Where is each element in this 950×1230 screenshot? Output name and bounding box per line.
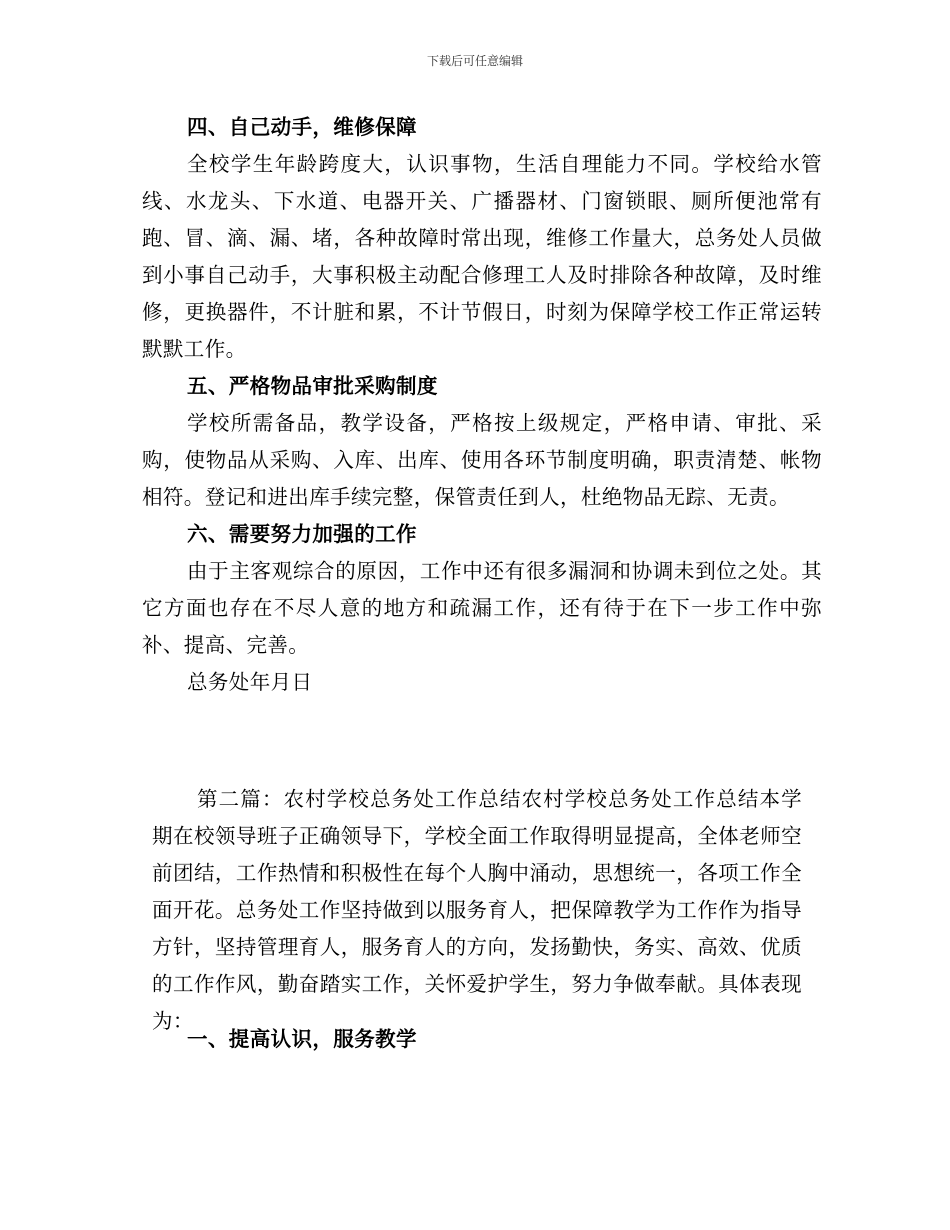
part-two-body <box>152 781 802 1040</box>
section-paragraph-6: 由于主客观综合的原因，工作中还有很多漏洞和协调未到位之处。其它方面也存在不尽人意的地方和疏漏工作，还有待于在下一步工作中弥补、提高、完善。 <box>142 559 822 657</box>
part-two-paragraph: 第二篇：农村学校总务处工作总结农村学校总务处工作总结本学期在校领导班子正确领导下，学校全面工作取得明显提高，全体老师空前团结，工作热情和积极性在每个人胸中涌动，思想统一，各项工作全面开花。总务处工作坚持做到以服务育人，把保障教学为工作作为指导方针，坚持管理育人，服务育人的方向，发扬勤快，务实、高效、优质的工作作风，勤奋踏实工作，关怀爱护学生，努力争做奉献。具体表现为： <box>152 787 802 1033</box>
section-heading-6: 六、需要努力加强的工作 <box>187 522 417 546</box>
section-heading-5: 五、严格物品审批采购制度 <box>187 374 438 398</box>
page-header: 下载后可任意编辑 <box>426 54 523 68</box>
section-heading-4: 四、自己动手，维修保障 <box>187 115 417 139</box>
part-two-heading: 一、提高认识，服务教学 <box>187 1027 417 1051</box>
section-paragraph-5: 学校所需备品，教学设备，严格按上级规定，严格申请、审批、采购，使物品从采购、入库、出库、使用各环节制度明确，职责清楚、帐物相符。登记和进出库手续完整，保管责任到人，杜绝物品无踪、无责。 <box>142 411 822 509</box>
document-body <box>142 109 822 701</box>
signature-line: 总务处年月日 <box>187 670 313 694</box>
section-paragraph-4: 全校学生年龄跨度大，认识事物，生活自理能力不同。学校给水管线、水龙头、下水道、电器开关、广播器材、门窗锁眼、厕所便池常有跑、冒、滴、漏、堵，各种故障时常出现，维修工作量大，总务处人员做到小事自己动手，大事积极主动配合修理工人及时排除各种故障，及时维修，更换器件，不计脏和累，不计节假日，时刻为保障学校工作正常运转默默工作。 <box>142 152 822 361</box>
